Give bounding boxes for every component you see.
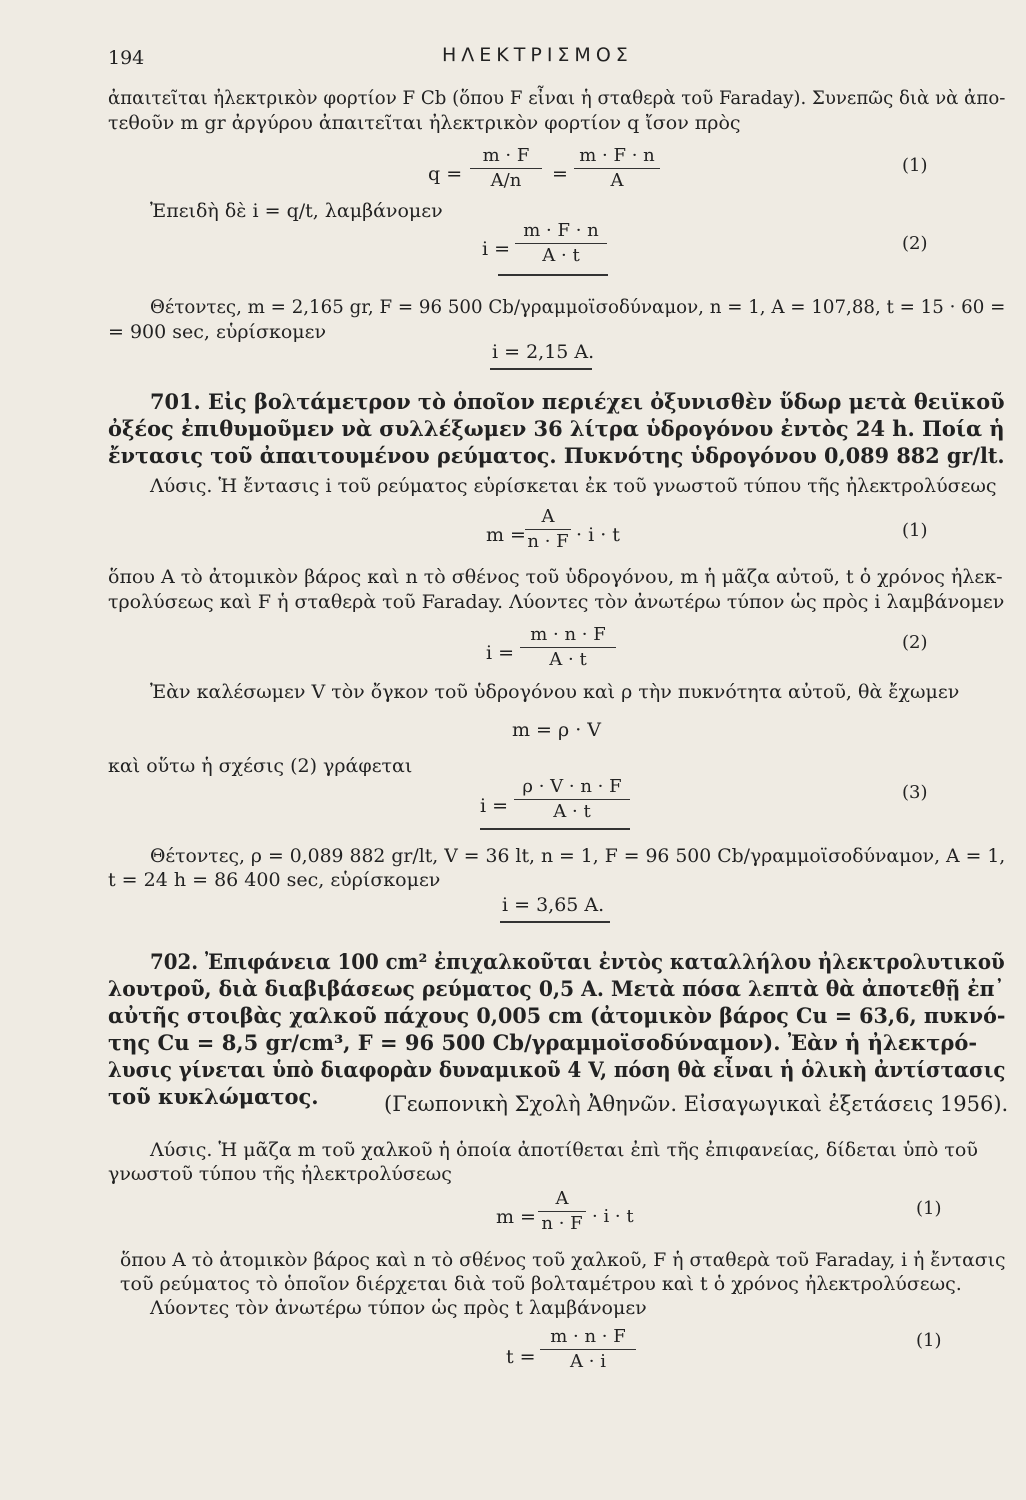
- fraction-bar: [574, 168, 660, 169]
- numerator: A: [555, 1188, 569, 1209]
- intro-line-1: ἀπαιτεῖται ἠλεκτρικὸν φορτίον F Cb (ὅπου F εἶναι ἡ σταθερὰ τοῦ Faraday). Συνεπῶς διὰ νὰ ἀπο-: [108, 87, 1006, 109]
- eq-lhs: i =: [486, 642, 515, 664]
- eq-rhs: · i · t: [592, 1206, 634, 1227]
- fraction: [538, 1188, 586, 1235]
- equation-number: (1): [916, 1198, 942, 1219]
- fraction-bar: [525, 529, 571, 530]
- numerator: ρ · V · n · F: [522, 776, 622, 797]
- denominator: A · i: [570, 1351, 606, 1372]
- kai-line: καὶ οὕτω ἡ σχέσις (2) γράφεται: [108, 755, 413, 777]
- problem-702-line-2: λουτροῦ, διὰ διαβιβάσεως ρεύματος 0,5 A. Μετὰ πόσα λεπτὰ θὰ ἀποτεθῇ ἐπ᾽: [108, 976, 1005, 1001]
- problem-702-line-6: τοῦ κυκλώματος.: [108, 1084, 319, 1109]
- thetontes-701-line-2: t = 24 h = 86 400 sec, εὑρίσκομεν: [108, 869, 441, 891]
- denominator: n · F: [541, 1213, 583, 1234]
- eq-lhs: i =: [480, 795, 509, 817]
- fraction-bar: [538, 1211, 586, 1212]
- eq-lhs: m =: [486, 524, 526, 546]
- equation-number: (2): [902, 632, 928, 653]
- problem-702-line-3: αὐτῆς στοιβὰς χαλκοῦ πάχους 0,005 cm (ἀτομικὸν βάρος Cu = 63,6, πυκνό-: [108, 1003, 1006, 1028]
- problem-701-line-1: 701. Εἰς βολτάμετρον τὸ ὁποῖον περιέχει ὀξυνισθὲν ὕδωρ μετὰ θειϊκοῦ: [150, 389, 1005, 414]
- equation-number: (1): [916, 1330, 942, 1351]
- opou-702-line-2: τοῦ ρεύματος τὸ ὁποῖον διέρχεται διὰ τοῦ βολταμέτρου καὶ t ὁ χρόνος ἠλεκτρολύσεως.: [120, 1273, 962, 1295]
- fraction: [514, 776, 630, 823]
- thetontes-701-line-1: Θέτοντες, ρ = 0,089 882 gr/lt, V = 36 lt, n = 1, F = 96 500 Cb/γραμμοϊσοδύναμον, A = 1,: [150, 845, 1006, 867]
- eq-rhs: · i · t: [576, 524, 620, 546]
- problem-701-line-2: ὀξέος ἐπιθυμοῦμεν νὰ συλλέξωμεν 36 λίτρα ὑδρογόνου ἐντὸς 24 h. Ποία ἡ: [108, 416, 1005, 441]
- problem-702-line-4: της Cu = 8,5 gr/cm³, F = 96 500 Cb/γραμμοϊσοδύναμον). Ἐὰν ἡ ἠλεκτρό-: [108, 1030, 978, 1055]
- thetontes-line-1: Θέτοντες, m = 2,165 gr, F = 96 500 Cb/γραμμοϊσοδύναμον, n = 1, A = 107,88, t = 15 · 60 =: [150, 296, 1006, 318]
- numerator: m · F · n: [579, 145, 655, 166]
- denominator: A: [610, 170, 624, 191]
- intro-line-2: τεθοῦν m gr ἀργύρου ἀπαιτεῖται ἠλεκτρικὸν φορτίον q ἴσον πρὸς: [108, 112, 741, 134]
- box-underline: [480, 828, 630, 830]
- fraction-bar: [514, 799, 630, 800]
- fraction: [540, 1326, 636, 1373]
- opou-701-line-1: ὅπου A τὸ ἀτομικὸν βάρος καὶ n τὸ σθένος τοῦ ὑδρογόνου, m ἡ μᾶζα αὐτοῦ, t ὁ χρόνος ἠλεκ-: [108, 566, 1003, 588]
- problem-701-line-3: ἔντασις τοῦ ἀπαιτουμένου ρεύματος. Πυκνότης ὑδρογόνου 0,089 882 gr/lt.: [108, 443, 1005, 468]
- fraction: [574, 145, 660, 192]
- fraction: [525, 506, 571, 553]
- fraction: [515, 220, 607, 267]
- running-title: ΗΛΕΚΤΡΙΣΜΟΣ: [442, 44, 633, 66]
- epeidi-line: Ἐπειδὴ δὲ i = q/t, λαμβάνομεν: [150, 200, 443, 222]
- equation-number: (2): [902, 233, 928, 254]
- denominator: A · t: [542, 245, 580, 266]
- opou-701-line-2: τρολύσεως καὶ F ἡ σταθερὰ τοῦ Faraday. Λύοντες τὸν ἀνωτέρω τύπον ὡς πρὸς i λαμβάνομεν: [108, 591, 1005, 613]
- equation-number: (1): [902, 520, 928, 541]
- ean-line: Ἐὰν καλέσωμεν V τὸν ὄγκον τοῦ ὑδρογόνου καὶ ρ τὴν πυκνότητα αὐτοῦ, θὰ ἔχωμεν: [150, 681, 960, 703]
- lysis-702-line-2: γνωστοῦ τύπου τῆς ἠλεκτρολύσεως: [108, 1163, 452, 1185]
- numerator: m · n · F: [550, 1326, 626, 1347]
- lysis-702-line-1: Λύσις. Ἡ μᾶζα m τοῦ χαλκοῦ ἡ ὁποία ἀποτίθεται ἐπὶ τῆς ἐπιφανείας, δίδεται ὑπὸ τοῦ: [150, 1139, 978, 1161]
- fraction: [470, 145, 542, 192]
- numerator: m · F: [482, 145, 530, 166]
- numerator: m · n · F: [530, 624, 606, 645]
- box-underline: [498, 274, 608, 276]
- denominator: A · t: [553, 801, 591, 822]
- denominator: n · F: [527, 531, 569, 552]
- denominator: A/n: [490, 170, 522, 191]
- equals-sign: =: [552, 163, 568, 185]
- fraction-bar: [540, 1349, 636, 1350]
- eq-lhs: i =: [482, 238, 511, 260]
- result-701: i = 3,65 A.: [502, 894, 605, 916]
- equation-number: (3): [902, 782, 928, 803]
- numerator: A: [541, 506, 555, 527]
- problem-702-line-5: λυσις γίνεται ὑπὸ διαφορὰν δυναμικοῦ 4 V, πόση θὰ εἶναι ἡ ὁλικὴ ἀντίστασις: [108, 1057, 1006, 1082]
- thetontes-line-2: = 900 sec, εὑρίσκομεν: [108, 321, 327, 343]
- eq-lhs: t =: [506, 1346, 536, 1368]
- equation-number: (1): [902, 155, 928, 176]
- page-number: 194: [108, 47, 145, 69]
- fraction: [520, 624, 616, 671]
- eq-lhs: m =: [496, 1206, 536, 1228]
- opou-702-line-1: ὅπου A τὸ ἀτομικὸν βάρος καὶ n τὸ σθένος τοῦ χαλκοῦ, F ἡ σταθερὰ τοῦ Faraday, i ἡ ἔντασις: [120, 1249, 1006, 1271]
- lysis-701: Λύσις. Ἡ ἔντασις i τοῦ ρεύματος εὑρίσκεται ἐκ τοῦ γνωστοῦ τύπου τῆς ἠλεκτρολύσεως: [150, 475, 997, 497]
- problem-702-line-1: 702. Ἐπιφάνεια 100 cm² ἐπιχαλκοῦται ἐντὸς καταλλήλου ἠλεκτρολυτικοῦ: [150, 949, 1005, 974]
- fraction-bar: [520, 647, 616, 648]
- lyontes-702: Λύοντες τὸν ἀνωτέρω τύπον ὡς πρὸς t λαμβάνομεν: [150, 1297, 647, 1319]
- fraction-bar: [515, 243, 607, 244]
- numerator: m · F · n: [523, 220, 599, 241]
- eq-lhs: q =: [428, 163, 463, 185]
- eq-m-rho-v: m = ρ · V: [512, 719, 602, 741]
- result-underline: [500, 921, 610, 923]
- exam-source: (Γεωπονικὴ Σχολὴ Ἀθηνῶν. Εἰσαγωγικαὶ ἐξετάσεις 1956).: [384, 1092, 1009, 1116]
- fraction-bar: [470, 168, 542, 169]
- result-intro: i = 2,15 A.: [492, 341, 595, 363]
- result-underline: [490, 368, 592, 370]
- denominator: A · t: [549, 649, 587, 670]
